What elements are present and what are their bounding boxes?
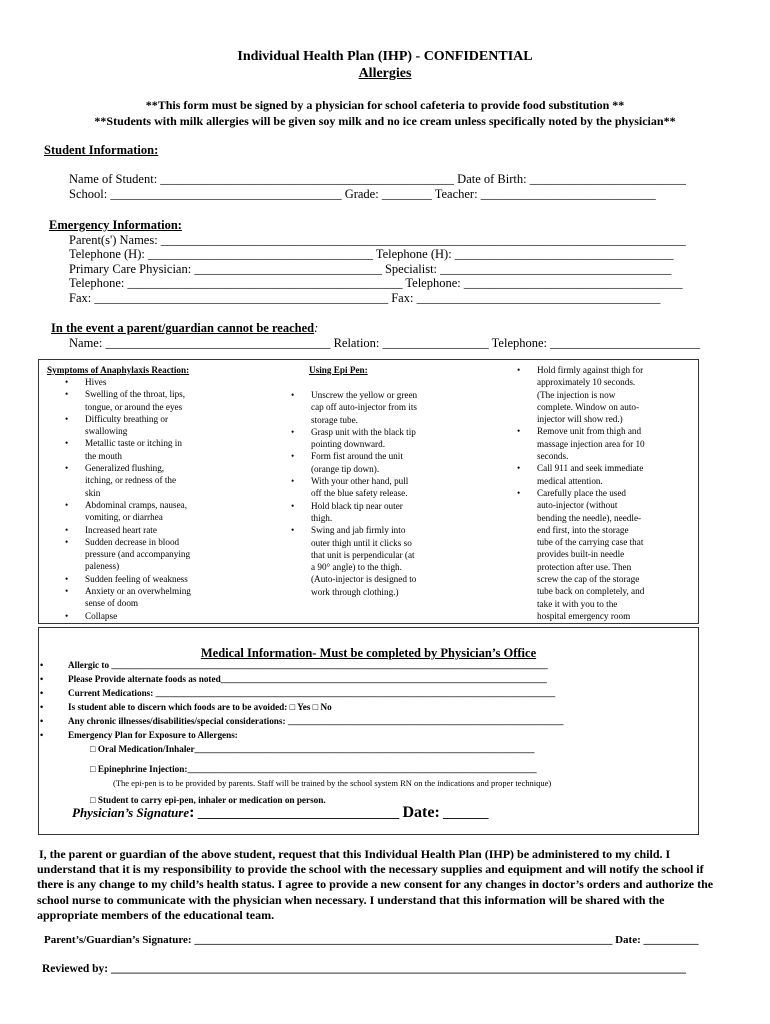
- epipen-step-item: [291, 389, 418, 401]
- alternate-foods-text: Please Provide alternate foods as noted_______________________________________________________________________: [68, 674, 547, 684]
- symptom-item: [65, 610, 191, 622]
- bullet: •: [291, 390, 295, 400]
- epipen-step-continued-item: [537, 475, 645, 487]
- epipen-step-continued-item: [537, 573, 645, 585]
- bullet: •: [40, 702, 44, 712]
- signature-colon: :: [189, 804, 195, 821]
- epipen-step-continued-item: [517, 364, 645, 376]
- bullet: •: [291, 426, 295, 437]
- symptom-item: [85, 511, 191, 523]
- fax-line[interactable]: Fax: _______________________________________________ Fax: _______________________________________: [69, 291, 661, 305]
- epipen-step-continued-text: Carefully place the used: [537, 487, 627, 498]
- epipen-column: [309, 364, 368, 376]
- bullet: •: [517, 365, 521, 375]
- current-medications-text: Current Medications: _______________________________________________________________________________________: [68, 688, 556, 698]
- epipen-step-text: With your other hand, pull: [311, 476, 409, 487]
- symptom-text: tongue, or around the eyes: [85, 401, 183, 412]
- emergency-plan-text: Emergency Plan for Exposure to Allergens:: [68, 730, 238, 740]
- symptoms-column: [47, 364, 189, 376]
- epipen-step-text: storage tube.: [311, 414, 358, 425]
- epipen-steps-list: [291, 389, 418, 598]
- consent-text: I, the parent or guardian of the above student, request that this Individual Health Plan (IHP) be administered to my child. I understand that it is my responsibility to provide the school with the necessary supplies and equipment and will notify the school if there is any change to my child’s health status. I agree to provide a new consent for any changes in doctor’s orders and authorize the school nurse to communicate with the physician when necessary. I understand that this information will be shared with the appropriate members of the educational team.: [37, 847, 714, 922]
- medical-info-heading: [39, 646, 698, 661]
- symptom-text: sense of doom: [85, 598, 139, 609]
- epipen-step-text: cap off auto-injector from its: [311, 402, 417, 413]
- symptom-text: Anxiety or an overwhelming: [85, 586, 191, 597]
- symptom-item: [65, 437, 191, 449]
- form-title: Individual Health Plan (IHP) - CONFIDENTIAL: [237, 49, 533, 64]
- epipen-step-continued-text: hospital emergency room: [537, 610, 631, 621]
- student-info-heading: Student Information:: [44, 143, 159, 157]
- epipen-step-item: [311, 512, 417, 524]
- epipen-step-continued-text: medical attention.: [537, 475, 603, 486]
- symptom-text: pressure (and accompanying: [85, 549, 191, 560]
- epipen-heading: Using Epi Pen:: [309, 365, 368, 375]
- parent-names-line[interactable]: Parent(s') Names: ____________________________________________________________________________________: [69, 233, 686, 247]
- symptom-text: itching, or redness of the: [85, 475, 177, 486]
- parent-consent-paragraph: [37, 847, 717, 923]
- epipen-step-continued-text: protection after use. Then: [537, 561, 632, 572]
- symptom-item: [65, 388, 191, 400]
- bullet: •: [291, 500, 295, 511]
- alternate-contact-heading-text: In the event a parent/guardian cannot be reached: [51, 321, 315, 335]
- bullet: •: [40, 688, 44, 698]
- symptom-item: [65, 462, 191, 474]
- student-name-dob-line[interactable]: Name of Student: _______________________________________________ Date of Birth: _________________________: [69, 172, 686, 186]
- bullet: •: [517, 463, 521, 474]
- epipen-step-continued-item: [537, 585, 645, 597]
- epipen-step-item: [311, 487, 417, 499]
- epipen-step-text: Form fist around the unit: [311, 451, 403, 462]
- bullet: •: [40, 660, 44, 670]
- reviewed-by-line[interactable]: Reviewed by: ____________________________________________________________________________________________________: [42, 963, 686, 975]
- allergic-to-field[interactable]: [40, 660, 548, 670]
- symptom-text: Difficulty breathing or: [85, 413, 169, 424]
- bullet: •: [517, 426, 521, 437]
- allergic-to-text: Allergic to _______________________________________________________________________________________________: [68, 660, 548, 670]
- emergency-plan-label: [40, 730, 238, 740]
- epipen-step-text: Swing and jab firmly into: [311, 525, 406, 536]
- epipen-step-continued-item: [537, 548, 645, 560]
- epipen-step-item: [311, 463, 417, 475]
- epipen-step-text: thigh.: [311, 512, 333, 523]
- physician-date-label: Date:: [402, 804, 440, 821]
- epipen-step-continued-text: Hold firmly against thigh for: [537, 365, 644, 375]
- epipen-steps-continued: [517, 364, 645, 622]
- symptom-text: Sudden decrease in blood: [85, 536, 180, 547]
- epipen-step-text: Hold black tip near outer: [311, 500, 403, 511]
- epipen-step-item: [291, 500, 417, 512]
- date-blank: _______: [439, 805, 489, 820]
- epipen-step-text: pointing downward.: [311, 439, 386, 450]
- symptom-text: Sudden feeling of weakness: [85, 573, 188, 584]
- epipen-step-continued-text: tube back on completely, and: [537, 586, 645, 597]
- symptom-item: [65, 413, 191, 425]
- bullet: •: [517, 487, 521, 498]
- school-grade-teacher-line[interactable]: School: _____________________________________ Grade: ________ Teacher: ____________________________: [69, 187, 656, 201]
- epipen-step-continued-item: [517, 487, 645, 499]
- epipen-step-item: [311, 549, 417, 561]
- symptom-text: skin: [85, 487, 101, 498]
- symptom-text: Increased heart rate: [85, 524, 157, 535]
- epipen-step-continued-text: Remove unit from thigh and: [537, 426, 642, 437]
- epipen-step-item: [311, 561, 417, 573]
- symptom-text: Collapse: [85, 610, 118, 621]
- physician-telephone-line[interactable]: Telephone: ____________________________________________ Telephone: ___________________________________: [69, 276, 683, 290]
- note-physician-signature: **This form must be signed by a physician for school cafeteria to provide food substitution **: [145, 98, 625, 112]
- epipen-step-item: [291, 475, 417, 487]
- bullet: •: [40, 716, 44, 726]
- subtitle-text: Allergies: [358, 66, 412, 81]
- bullet: •: [65, 438, 69, 449]
- epipen-step-continued-item: [537, 389, 645, 401]
- emergency-info-heading: Emergency Information:: [49, 218, 182, 232]
- epipen-step-continued-text: complete. Window on auto-: [537, 401, 640, 412]
- bullet: •: [40, 674, 44, 684]
- epipen-step-continued-item: [537, 376, 645, 388]
- epipen-step-continued-text: massage injection area for 10: [537, 438, 645, 449]
- bullet: •: [65, 389, 69, 400]
- bullet: •: [65, 413, 69, 424]
- bullet: •: [291, 451, 295, 462]
- symptom-item: [85, 487, 191, 499]
- epipen-step-text: that unit is perpendicular (at: [311, 549, 415, 560]
- bullet: •: [291, 476, 295, 487]
- epipen-step-continued-text: Call 911 and seek immediate: [537, 463, 644, 474]
- chronic-illness-text: Any chronic illnesses/disabilities/special considerations: ____________________________________________________________: [68, 716, 564, 726]
- physician-signature-line[interactable]: [72, 804, 489, 822]
- epipen-step-item: [311, 573, 417, 585]
- bullet: •: [65, 586, 69, 597]
- epipen-step-text: outer thigh until it clicks so: [311, 537, 412, 548]
- bullet: •: [291, 525, 295, 536]
- epipen-step-continued-item: [537, 524, 645, 536]
- epipen-step-continued-item: [537, 401, 645, 413]
- epipen-step-continued-item: [537, 413, 645, 425]
- epipen-step-continued-text: auto-injector (without: [537, 500, 618, 511]
- epipen-step-item: [291, 524, 417, 536]
- physician-specialist-line[interactable]: Primary Care Physician: ______________________________ Specialist: _____________________________________: [69, 262, 672, 276]
- epipen-step-item: [311, 586, 417, 598]
- epipen-step-text: (orange tip down).: [311, 463, 380, 474]
- epipen-step-continued-text: injector will show red.): [537, 414, 623, 425]
- parent-signature-line[interactable]: Parent’s/Guardian’s Signature: ____________________________________________________________________________ Date: __________: [44, 934, 699, 946]
- bullet: •: [65, 377, 69, 387]
- symptom-item: [65, 499, 191, 511]
- epipen-step-continued-item: [537, 610, 645, 622]
- epinephrine-injection-checkbox[interactable]: □ Epinephrine Injection:____________________________________________________________________________: [90, 764, 537, 774]
- epipen-step-item: [311, 537, 417, 549]
- epipen-step-continued-item: [537, 450, 645, 462]
- symptom-item: [85, 560, 191, 572]
- parent-telephone-line[interactable]: Telephone (H): ____________________________________ Telephone (H): ___________________________________: [69, 247, 674, 261]
- symptom-item: [85, 450, 191, 462]
- form-subtitle: [0, 66, 770, 82]
- alternate-contact-colon: :: [314, 321, 319, 335]
- epipen-step-continued-text: (The injection is now: [537, 389, 616, 400]
- epipen-step-continued-item: [537, 512, 645, 524]
- epipen-step-continued-text: take it with you to the: [537, 598, 618, 609]
- epipen-step-text: Unscrew the yellow or green: [311, 390, 418, 400]
- epipen-step-continued-item: [537, 598, 645, 610]
- chronic-illness-field[interactable]: [40, 716, 564, 726]
- symptom-text: Generalized flushing,: [85, 463, 165, 474]
- symptom-text: Metallic taste or itching in: [85, 438, 182, 449]
- symptom-item: [85, 548, 191, 560]
- symptom-item: [85, 401, 191, 413]
- epipen-step-text: Grasp unit with the black tip: [311, 426, 416, 437]
- medical-info-heading-text: Medical Information- Must be completed by Physician’s Office: [200, 646, 537, 660]
- symptom-text: swallowing: [85, 426, 128, 437]
- symptom-item: [85, 597, 191, 609]
- signature-blank: _______________________________: [194, 805, 403, 820]
- alternate-foods-field[interactable]: [40, 674, 547, 684]
- bullet: •: [40, 730, 44, 740]
- symptom-text: paleness): [85, 561, 120, 572]
- epipen-step-continued-text: seconds.: [537, 451, 569, 462]
- bullet: •: [65, 610, 69, 621]
- epipen-step-text: off the blue safety release.: [311, 488, 408, 499]
- epipen-step-continued-text: approximately 10 seconds.: [537, 377, 636, 388]
- alternate-contact-heading: [51, 321, 318, 336]
- epipen-step-item: [291, 450, 417, 462]
- epipen-step-text: work through clothing.): [311, 586, 399, 597]
- epipen-step-continued-item: [537, 499, 645, 511]
- epipen-step-continued-item: [517, 462, 645, 474]
- epipen-step-continued-text: provides built-in needle: [537, 549, 625, 560]
- bullet: •: [65, 499, 69, 510]
- epipen-step-item: [311, 401, 417, 413]
- epipen-step-continued-text: end first, into the storage: [537, 524, 629, 535]
- symptom-text: the mouth: [85, 450, 123, 461]
- epipen-step-item: [311, 414, 417, 426]
- discern-foods-text: Is student able to discern which foods are to be avoided: □ Yes □ No: [68, 702, 332, 712]
- symptom-text: vomiting, or diarrhea: [85, 512, 163, 523]
- symptom-item: [85, 474, 191, 486]
- symptom-text: Swelling of the throat, lips,: [85, 389, 186, 400]
- symptom-item: [65, 573, 191, 585]
- epipen-step-text: (Auto-injector is designed to: [311, 574, 417, 585]
- carry-medication-checkbox[interactable]: □ Student to carry epi-pen, inhaler or medication on person.: [90, 795, 326, 805]
- epipen-step-continued-item: [537, 438, 645, 450]
- symptom-text: Hives: [85, 377, 107, 387]
- symptoms-list: [65, 376, 191, 622]
- epipen-training-note: (The epi-pen is to be provided by parents. Staff will be trained by the school system RN on the indications and proper technique): [113, 778, 552, 788]
- alternate-contact-line[interactable]: Name: ____________________________________ Relation: _________________ Telephone: ________________________: [69, 336, 701, 350]
- epipen-step-item: [291, 426, 417, 438]
- bullet: •: [65, 524, 69, 535]
- epipen-step-continued-item: [517, 425, 645, 437]
- epipen-step-continued-item: [537, 536, 645, 548]
- epipen-step-text: a 90° angle) to the thigh.: [311, 562, 402, 573]
- epipen-step-continued-text: screw the cap of the storage: [537, 574, 640, 585]
- epipen-step-item: [311, 438, 417, 450]
- symptom-item: [65, 524, 191, 536]
- current-medications-field[interactable]: [40, 688, 556, 698]
- bullet: •: [65, 463, 69, 474]
- symptom-item: [65, 585, 191, 597]
- epipen-step-continued-text: tube of the carrying case that: [537, 537, 644, 548]
- symptom-item: [65, 536, 191, 548]
- epipen-step-continued-item: [537, 561, 645, 573]
- bullet: •: [65, 573, 69, 584]
- anaphylaxis-info-box: [38, 359, 699, 624]
- epipen-step-continued-text: bending the needle), needle-: [537, 512, 642, 523]
- oral-medication-checkbox[interactable]: □ Oral Medication/Inhaler__________________________________________________________________________: [90, 744, 535, 754]
- symptom-item: [65, 376, 191, 388]
- physician-signature-label: Physician’s Signature: [72, 805, 190, 820]
- note-milk-allergy: **Students with milk allergies will be given soy milk and no ice cream unless specifically noted by the physician**: [94, 114, 676, 128]
- symptom-text: Abdominal cramps, nausea,: [85, 499, 188, 510]
- bullet: •: [65, 536, 69, 547]
- discern-foods-checkboxes[interactable]: [40, 702, 332, 712]
- symptom-item: [85, 425, 191, 437]
- symptoms-heading: Symptoms of Anaphylaxis Reaction:: [47, 365, 190, 375]
